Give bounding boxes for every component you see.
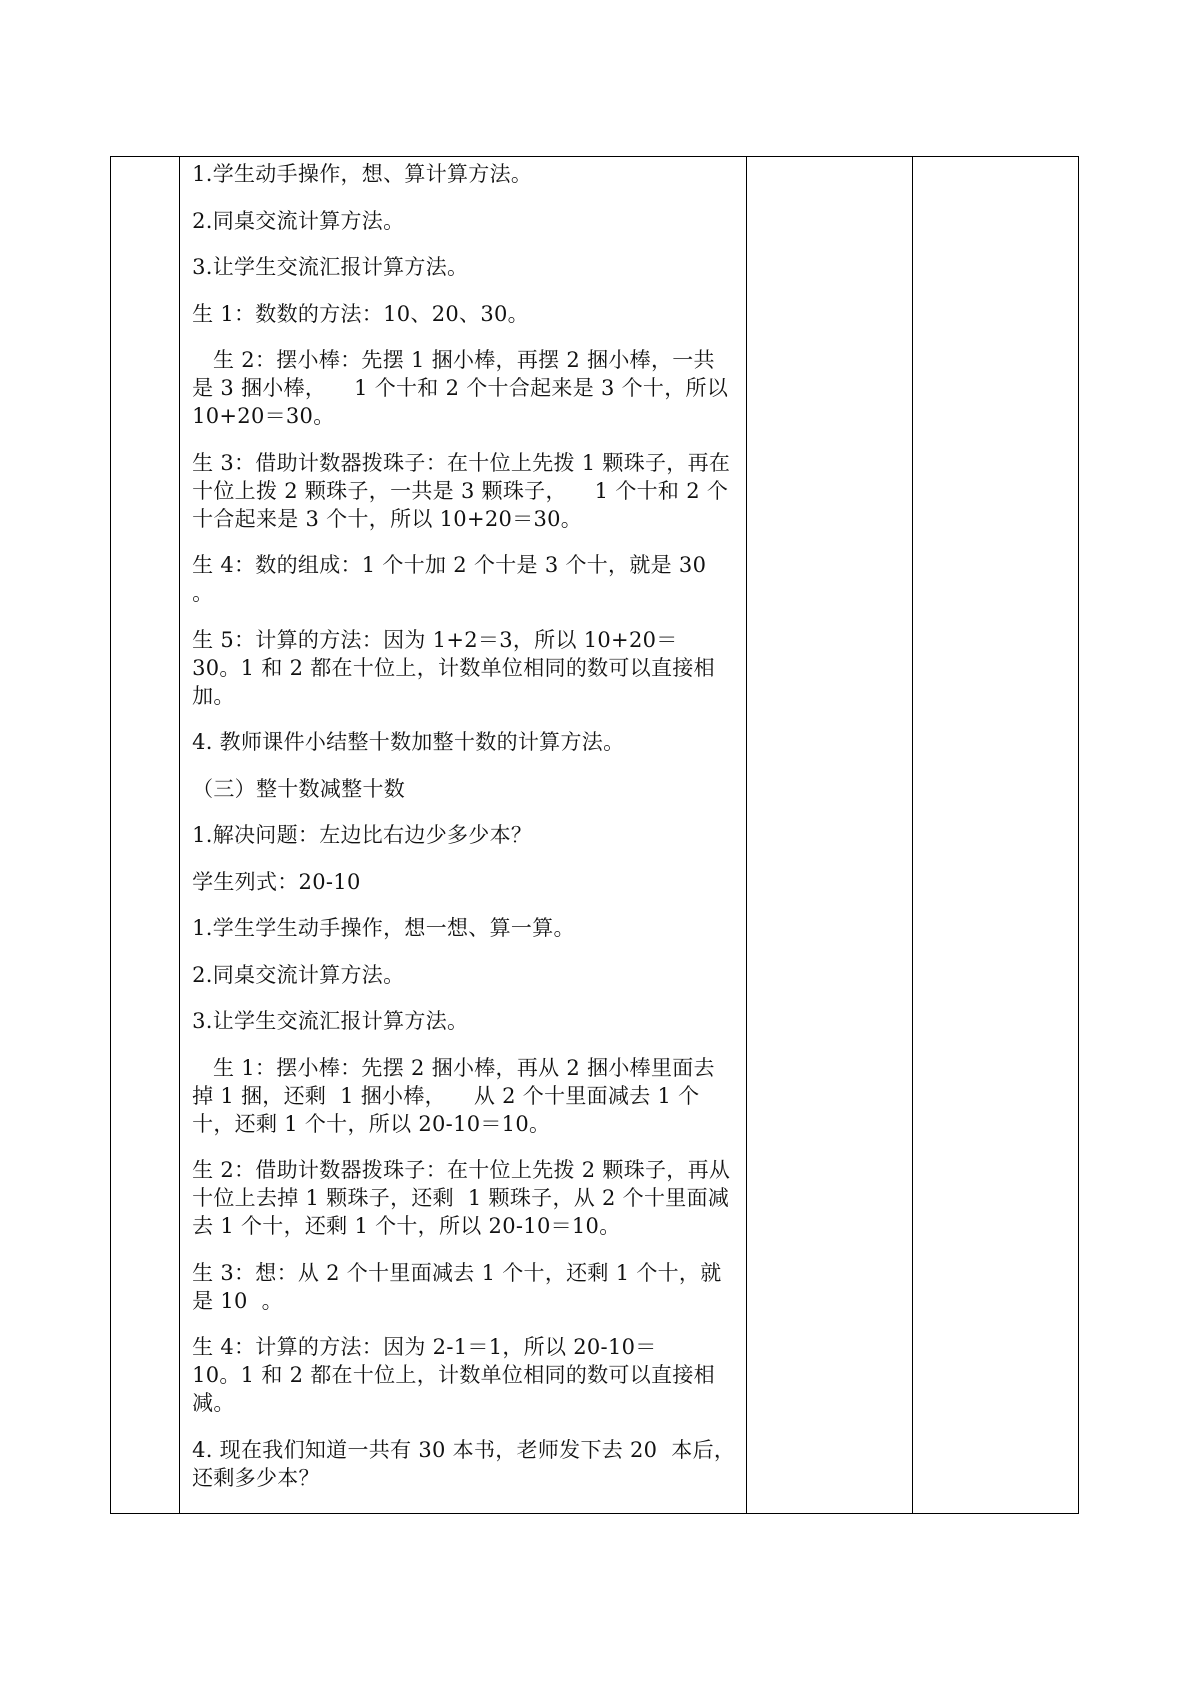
content-cell (180, 157, 747, 1514)
paragraph: 生 1：数数的方法：10、20、30。 (192, 301, 529, 326)
table-row (111, 157, 1079, 1514)
paragraph: （三）整十数减整十数 (192, 776, 406, 801)
lesson-plan-table (110, 156, 1079, 1514)
paragraph: 生 2：摆小棒：先摆 1 捆小棒，再摆 2 捆小棒，一共是 3 捆小棒， 1 个十和 2 个十合起来是 3 个十，所以 10+20＝30。 (192, 348, 736, 428)
paragraph: 生 4：数的组成：1 个十加 2 个十是 3 个十，就是 30 。 (192, 553, 707, 605)
empty-cell (746, 157, 912, 1514)
paragraph: 1.解决问题：左边比右边少多少本？ (192, 823, 533, 847)
paragraph: 3.让学生交流汇报计算方法。 (192, 255, 469, 279)
paragraph: 2.同桌交流计算方法。 (192, 208, 405, 233)
paragraph: 生 3：借助计数器拨珠子：在十位上先拨 1 颗珠子，再在十位上拨 2 颗珠子，一共是 3 颗珠子， 1 个十和 2 个十合起来是 3 个十，所以 10+20＝30。 (192, 450, 731, 531)
paragraph: 1.学生学生动手操作，想一想、算一算。 (192, 916, 575, 940)
paragraph: 生 3：想：从 2 个十里面减去 1 个十，还剩 1 个十，就是 10 。 (192, 1260, 722, 1313)
paragraph: 生 2：借助计数器拨珠子：在十位上先拨 2 颗珠子，再从十位上去掉 1 颗珠子，还剩 1 颗珠子，从 2 个十里面减去 1 个十，还剩 1 个十，所以 20-10＝10。 (192, 1158, 731, 1238)
paragraph: 生 5：计算的方法：因为 1+2＝3，所以 10+20＝ 30。1 和 2 都在十位上，计数单位相同的数可以直接相加。 (192, 627, 715, 708)
empty-cell (912, 157, 1078, 1514)
paragraph-list (192, 160, 736, 1492)
paragraph: 生 4：计算的方法：因为 2-1＝1，所以 20-10＝ 10。1 和 2 都在十位上，计数单位相同的数可以直接相减。 (192, 1335, 715, 1415)
paragraph: 4. 现在我们知道一共有 30 本书，老师发下去 20 本后，还剩多少本？ (192, 1437, 736, 1490)
paragraph: 学生列式：20-10 (192, 869, 361, 894)
paragraph: 3.让学生交流汇报计算方法。 (192, 1009, 469, 1033)
left-label-cell (111, 157, 180, 1514)
paragraph: 4. 教师课件小结整十数加整十数的计算方法。 (192, 730, 625, 754)
paragraph: 生 1：摆小棒：先摆 2 捆小棒，再从 2 捆小棒里面去掉 1 捆，还剩 1 捆小棒， 从 2 个十里面减去 1 个十，还剩 1 个十，所以 20-10＝10。 (192, 1055, 715, 1136)
paragraph: 2.同桌交流计算方法。 (192, 962, 405, 987)
paragraph: 1.学生动手操作，想、算计算方法。 (192, 162, 533, 186)
